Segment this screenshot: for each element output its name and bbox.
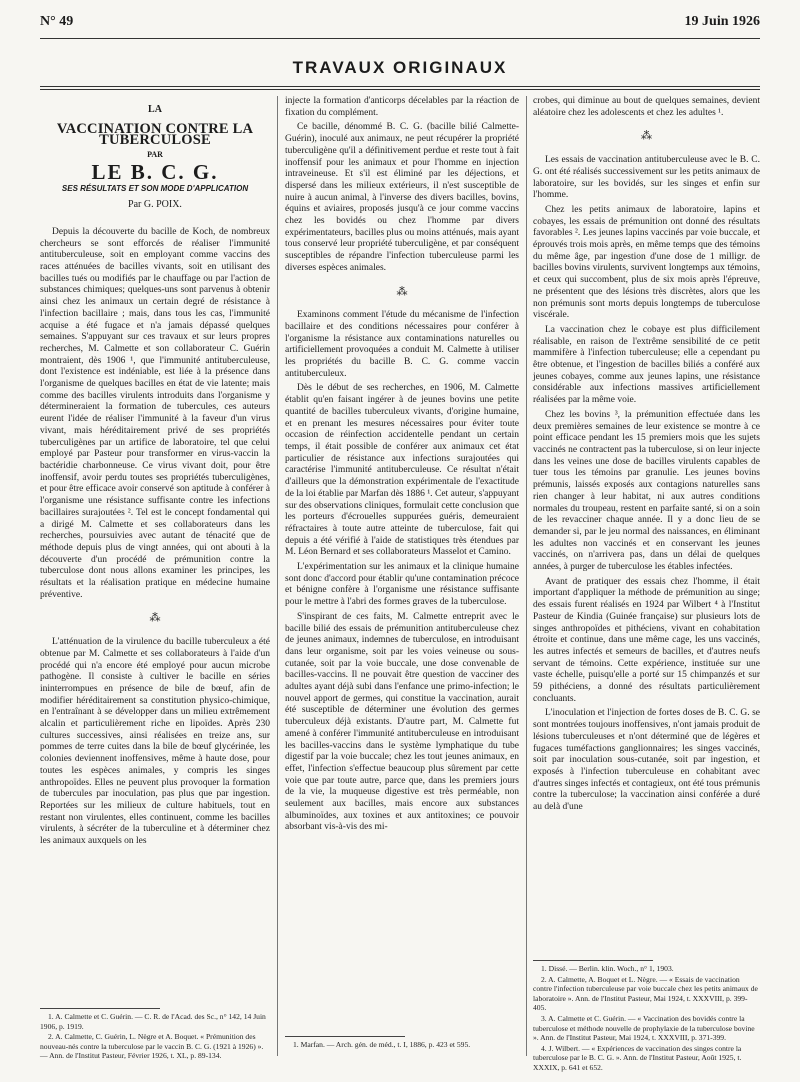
- footnote-rule-1: [40, 1008, 160, 1009]
- column-2: [285, 96, 519, 837]
- section-title: TRAVAUX ORIGINAUX: [292, 58, 508, 77]
- section-stars: ⁂: [641, 130, 652, 143]
- paragraph: L'inoculation et l'injection de fortes doses de B. C. G. se sont montrées toujours inoffensives, n'ont jamais produit de lésions tuberculeuses et n'ont déterminé que de légères et fugaces tuméfactions ganglionnaires; les singes vaccinés, soit par inoculation sous-cutanée, soit par ingestion, et exposés à l'infection tuberculeuse en cohabitant avec d'autres singes infectés et contagieux, ont été tous prémunis contre la tuberculose; la vaccination ainsi conférée a duré au delà d'une: [533, 708, 760, 813]
- column-3: [533, 96, 760, 817]
- paragraph: L'atténuation de la virulence du bacille tuberculeux a été obtenue par M. Calmette et ses collaborateurs à l'aide d'un procédé qui n'a encore été employé pour aucun microbe pathogène. Il consiste à cultiver le bacille en séries ininterrompues en présence de bile de bœuf, afin de modifier héréditairement sa constitution physico-chimique, en l'entraînant à se développer dans un milieu extrêmement alcalin et particulièrement riche en lipoïdes. Après 230 cultures successives, ainsi réalisées en treize ans, sur pommes de terre cuites dans la bile de bœuf glycérinée, les colonies deviennent inoffensives, même à haute dose, pour toutes les espèces animales, y compris les singes anthropoïdes. Elles ne peuvent plus provoquer la formation de tubercules par inoculation, pas plus que par ingestion. Reportées sur les milieux de culture habituels, tout en restant non virulentes, elles continuent, comme les bacilles virulents, à sécréter de la tuberculine et à déterminer chez les animaux auxquels on les: [40, 637, 270, 847]
- footnote: 2. A. Calmette, A. Boquet et L. Nègre. — « Essais de vaccination contre l'infection tuberculeuse par voie buccale chez les petits animaux de laboratoire ». Ann. de l'Institut Pasteur, Mai 1924, t. XXXVIII, p. 399-405.: [533, 974, 758, 1013]
- footnote: 1. Marfan. — Arch. gén. de méd., t. I, 1886, p. 423 et 595.: [293, 1040, 471, 1049]
- footnotes-col-3: [533, 964, 760, 1074]
- footnote: 4. J. Wilbert. — « Expériences de vaccination des singes contre la tuberculose par le B. C. G. ». Ann. de l'Institut Pasteur, Août 1925, t. XXXIX, p. 641 et 652.: [533, 1043, 742, 1072]
- section-stars: ⁂: [149, 612, 161, 625]
- paragraph: Les essais de vaccination antituberculeuse avec le B. C. G. ont été réalisés successivement sur les petits animaux de laboratoire, sur les bovidés, sur les singes et enfin sur l'homme.: [533, 155, 760, 201]
- column-1: [40, 96, 270, 851]
- paragraph: S'inspirant de ces faits, M. Calmette entreprit avec le bacille bilié des essais de prémunition antituberculeuse chez de jeunes animaux, indemnes de tuberculose, en introduisant dans leur organisme, soit par les voies veineuse ou sous-cutanée, soit par la voie buccale, une dose convenable de bacilles-vaccins. Il ne pouvait être question de vacciner des adultes ayant déjà subi dans l'enfance une primo-infection; le nouvel apport de germes, qui constitue la vaccination, aurait été susceptible de déterminer une évolution des germes tuberculeux déjà existants. D'autre part, M. Calmette fut amené à conférer l'immunité antituberculeuse en introduisant les bacilles-vaccins dans le système lymphatique du tube digestif par la voie buccale; chez les tout jeunes animaux, en effet, l'infection s'effectue beaucoup plus sûrement par cette voie que par toute autre, parce que, dans les premiers jours de la vie, la muqueuse digestive est très perméable, non seulement aux bacilles, mais encore aux substances albuminoïdes, aux toxines et aux antitoxines; ce pouvoir absorbant vis-à-vis des mi-: [285, 611, 519, 833]
- issue-date: 19 Juin 1926: [684, 14, 760, 29]
- footnote: 2. A. Calmette, C. Guérin, L. Nègre et A. Boquet. « Prémunition des nouveau-nés contre la tuberculose par le vaccin B. C. G. (1921 à 1926) ». — Ann. de l'Institut Pasteur, Février 1926, t. XL, p. 89-134.: [40, 1032, 264, 1061]
- paragraph: Ce bacille, dénommé B. C. G. (bacille bilié Calmette-Guérin), inoculé aux animaux, ne peut récupérer la propriété tuberculigène qu'il a définitivement perdue et reste tout à fait inoffensif pour les animaux et pour l'homme en injection intraveineuse. Et s'il est éliminé par les déjections, et dispersé dans les milieux extérieurs, il n'est susceptible de nuire à aucun animal, à l'inverse des divers bacilles, bovins, équins et aviaires, proposés jusqu'à ce jour comme vaccins chez les bovidés ou chez l'homme par divers expérimentateurs, bacilles plus ou moins atténués, mais ayant tous conservé leur propriété tuberculigène, et par conséquent susceptibles de répandre l'infection tuberculeuse parmi les diverses espèces animales.: [285, 122, 520, 273]
- paragraph: Dès le début de ses recherches, en 1906, M. Calmette établit qu'en faisant ingérer à de jeunes bovins une petite quantité de bacilles tuberculeux vivants, d'origine humaine, et en prenant les mesures nécessaires pour éviter toute occasion de réinfection accidentelle pendant un certain temps, il était possible de conférer aux animaux cet état particulier de résistance aux infections surajoutées qui caractérise l'immunité antituberculeuse. Ce résultat n'était d'ailleurs que la démonstration expérimentale de l'exactitude de la loi établie par Marfan dès 1886 ¹. Cet auteur, s'appuyant sur des observations cliniques, formulait cette conclusion que les porteurs d'écrouelles suppurées guéris, demeuraient réfractaires à toute autre atteinte de tuberculose, fait qui depuis a été vérifié à l'aide de statistiques très étendues par M. Léon Bernard et ses collaborateurs Masselot et Camino.: [285, 383, 519, 558]
- page-header: [40, 12, 760, 38]
- paragraph: Avant de pratiquer des essais chez l'homme, il était important d'appliquer la méthode de prémunition au singe; des essais furent réalisés en 1924 par Wilbert ⁴ à l'Institut Pasteur de Kindia (Guinée française) sur plusieurs lots de singes anthropoïdes et pithéciens, vivant en cohabitation étroite et continue, dans une même cage, les uns vaccinés, les autres infectés et semeurs de bacilles, et d'autres neufs servant de témoins. Cette expérience, instituée sur une vaste échelle, puisqu'elle a porté sur 15 chimpanzés et sur 59 pithéciens, a donné des résultats particulièrement concluants.: [533, 576, 760, 704]
- issue-number: N° 49: [40, 14, 74, 29]
- footnotes-col-1: [40, 1012, 270, 1062]
- section-stars: ⁂: [396, 285, 408, 298]
- column-divider-2: [526, 96, 527, 1056]
- paragraph: L'expérimentation sur les animaux et la clinique humaine sont donc d'accord pour établir qu'une contamination précoce et bénigne confère à l'organisme une résistance suffisante pour le mettre à l'abri des formes graves de la tuberculose.: [285, 562, 519, 608]
- footnote: 1. Dissé. — Berlin. klin. Woch., n° 1, 1903.: [541, 964, 674, 973]
- paragraph: injecte la formation d'anticorps décelables par la réaction de fixation du complément.: [285, 96, 519, 118]
- footnote: 1. A. Calmette et C. Guérin. — C. R. de l'Acad. des Sc., n° 142, 14 Juin 1906, p. 1919.: [40, 1012, 266, 1031]
- footnotes-col-2: [285, 1040, 519, 1051]
- article-pretitle: LA: [148, 104, 162, 115]
- paragraph: Depuis la découverte du bacille de Koch, de nombreux chercheurs se sont efforcés de réaliser l'immunité antituberculeuse, soit en employant comme vaccins des races atténuées de bacilles vivants, soit en utilisant des bacilles tués ou modifiés par le chauffage ou par l'action de substances chimiques; quelques-uns sont parvenus à obtenir ainsi chez les animaux un certain degré de résistance à l'infection bacillaire ; mais, dans tous les cas, l'immunité acquise a été fugace et n'a jamais dépassé quelques semaines. S'appuyant sur ces travaux et sur leurs propres recherches, M. Calmette et son collaborateur C. Guérin montraient, dès 1906 ¹, que l'immunité antituberculeuse, dont l'existence est indéniable, est liée à la présence dans l'organisme de quelques bacilles en état de vie latente; mais comme des bacilles virulents introduits dans l'organisme y détermineraient la formation de tubercules, ces auteurs eurent l'idée de réaliser l'immunité à la faveur d'un virus vivant, mais héréditairement privé de ses propriétés tuberculigènes par un artifice de laboratoire, tel que celui employé par Pasteur pour transformer en virus-vaccin la bactéridie charbonneuse. Ce virus vivant doit, pour être inoffensif, avoir perdu toutes ses propriétés tuberculigènes, et pour être efficace avoir conservé son aptitude à conférer à l'organisme une résistance suffisante contre les infections bacillaires surajoutées ². Tel est le concept fondamental qui a dirigé M. Calmette et ses collaborateurs dans les recherches, poursuivies avec autant de ténacité que de méthode depuis plus de vingt années, qui ont abouti à la découverte d'un procédé de prémunition contre la tuberculose dont nous allons examiner les principes, les résultats et la réalisation pratique en médecine humaine préventive.: [40, 226, 270, 600]
- header-rule: [40, 38, 760, 39]
- article-author: Par G. POIX.: [128, 199, 182, 211]
- article-title: VACCINATION CONTRE LA TUBERCULOSE: [56, 120, 254, 149]
- paragraph: Chez les bovins ³, la prémunition effectuée dans les deux premières semaines de leur existence se montre à ce point efficace pendant les 15 premiers mois que les sujets vaccinés ne contractent pas la tuberculose, si on leur injecte dans les veines une dose de bacilles virulents capables de tuer tous les témoins par granulie. Les jeunes bovins prémunis, laissés exposés aux contagions naturelles sans rien changer à leur habitat, ni aux autres conditions normales du troupeau, restent en parfaite santé, si on a soin de les revacciner chaque année. Il y a donc lieu de se demander si, par le jeu normal des naissances, en éliminant les adultes non vaccinés et en conservant les jeunes vaccinés, on n'arrivera pas, dans un délai de quelques années, à purger de tuberculose les étables infectées.: [533, 409, 760, 573]
- article-par: PAR: [147, 150, 163, 160]
- paragraph: Examinons comment l'étude du mécanisme de l'infection bacillaire et des conditions nécessaires pour conférer à l'organisme la résistance aux contaminations naturelles ou artificiellement provoquées a conduit M. Calmette à utiliser les propriétés du bacille B. C. G. comme vaccin antituberculeux.: [285, 310, 519, 379]
- footnote-rule-2: [285, 1036, 405, 1037]
- paragraph: crobes, qui diminue au bout de quelques semaines, devient aléatoire chez les adolescents et chez les adultes ¹.: [533, 96, 760, 118]
- section-rule-bottom: [40, 89, 760, 90]
- footnote: 3. A. Calmette et C. Guérin. — « Vaccination des bovidés contre la tuberculose et méthode nouvelle de prophylaxie de la tuberculose bovine ». Ann. de l'Institut Pasteur, Mai 1924, t. XXXVIII, p. 371-399.: [533, 1013, 755, 1043]
- paragraph: La vaccination chez le cobaye est plus difficilement réalisable, en raison de l'extrême sensibilité de ce petit mammifère à l'infection tuberculeuse; elle a cependant pu être obtenue, et l'ingestion de bacilles biliés a conféré aux jeunes cobayes, comme aux jeunes lapins, une résistance considérable aux infections massives artificiellement réalisées par la même voie.: [533, 324, 760, 406]
- article-subtitle: SES RÉSULTATS ET SON MODE D'APPLICATION: [61, 183, 249, 193]
- paragraph: Chez les petits animaux de laboratoire, lapins et cobayes, les essais de prémunition ont donné des résultats favorables ². Les jeunes lapins vaccinés par voie buccale, et éprouvés trois mois après, en même temps que des témoins du même âge, par ingestion d'une dose de 1 milligr. de bacilles bovins virulents, survivent longtemps aux témoins, et ceux qui succombent, plus de six mois après l'épreuve, ne présentent que des lésions très discrètes, alors que les non prémunis sont morts depuis longtemps de tuberculose viscérale.: [533, 204, 760, 321]
- column-divider-1: [277, 96, 278, 1056]
- section-rule-top: [40, 86, 760, 87]
- footnote-rule-3: [533, 960, 653, 961]
- article-bcg-title: LE B. C. G.: [91, 159, 219, 184]
